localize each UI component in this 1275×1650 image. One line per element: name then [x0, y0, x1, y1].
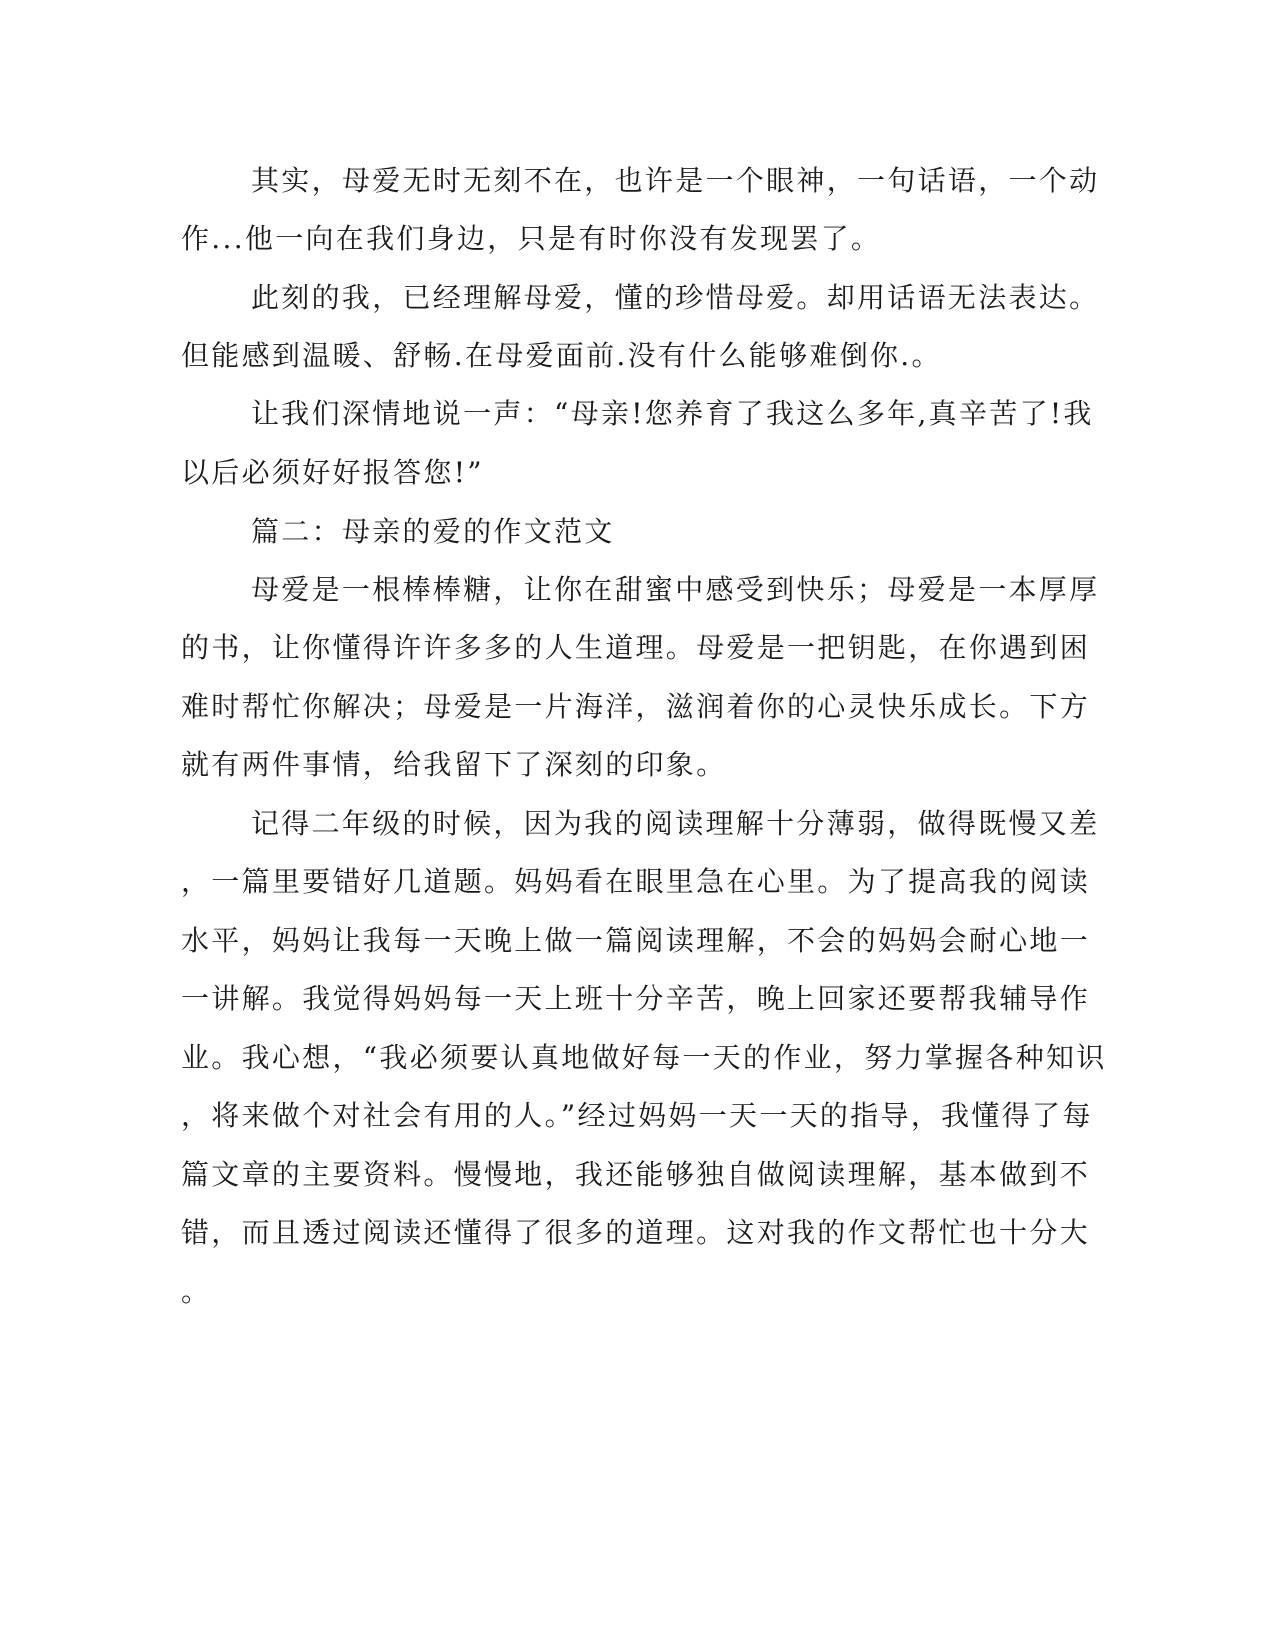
paragraph-line: 的书，让你懂得许许多多的人生道理。母爱是一把钥匙，在你遇到困 — [181, 631, 1091, 664]
paragraph-line: 一讲解。我觉得妈妈每一天上班十分辛苦，晚上回家还要帮我辅导作 — [181, 982, 1091, 1015]
paragraph-line: 但能感到温暖、舒畅.在母爱面前.没有什么能够难倒你.。 — [181, 339, 942, 372]
paragraph-line: 。 — [181, 1275, 212, 1308]
paragraph-line: 作...他一向在我们身边，只是有时你没有发现罢了。 — [181, 222, 882, 255]
paragraph-line: 业。我心想，“我必须要认真地做好每一天的作业，努力掌握各种知识 — [181, 1041, 1107, 1074]
paragraph-line: 让我们深情地说一声：“母亲!您养育了我这么多年,真辛苦了!我 — [251, 397, 1094, 430]
paragraph-line: 错，而且透过阅读还懂得了很多的道理。这对我的作文帮忙也十分大 — [181, 1216, 1091, 1249]
paragraph-line: 其实，母爱无时无刻不在，也许是一个眼神，一句话语，一个动 — [251, 164, 1100, 197]
section-heading: 篇二：母亲的爱的作文范文 — [251, 515, 615, 548]
paragraph-line: ，将来做个对社会有用的人。”经过妈妈一天一天的指导，我懂得了每 — [181, 1099, 1093, 1132]
paragraph-line: ，一篇里要错好几道题。妈妈看在眼里急在心里。为了提高我的阅读 — [181, 865, 1091, 898]
paragraph-line: 篇文章的主要资料。慢慢地，我还能够独自做阅读理解，基本做到不 — [181, 1158, 1091, 1191]
paragraph-line: 水平，妈妈让我每一天晚上做一篇阅读理解，不会的妈妈会耐心地一 — [181, 924, 1091, 957]
paragraph-line: 就有两件事情，给我留下了深刻的印象。 — [181, 748, 727, 781]
paragraph-line: 记得二年级的时候，因为我的阅读理解十分薄弱，做得既慢又差 — [251, 807, 1100, 840]
paragraph-line: 母爱是一根棒棒糖，让你在甜蜜中感受到快乐；母爱是一本厚厚 — [251, 573, 1100, 606]
paragraph-line: 以后必须好好报答您!” — [181, 456, 484, 489]
paragraph-line: 此刻的我，已经理解母爱，懂的珍惜母爱。却用话语无法表达。 — [251, 281, 1100, 314]
paragraph-line: 难时帮忙你解决；母爱是一片海洋，滋润着你的心灵快乐成长。下方 — [181, 690, 1091, 723]
